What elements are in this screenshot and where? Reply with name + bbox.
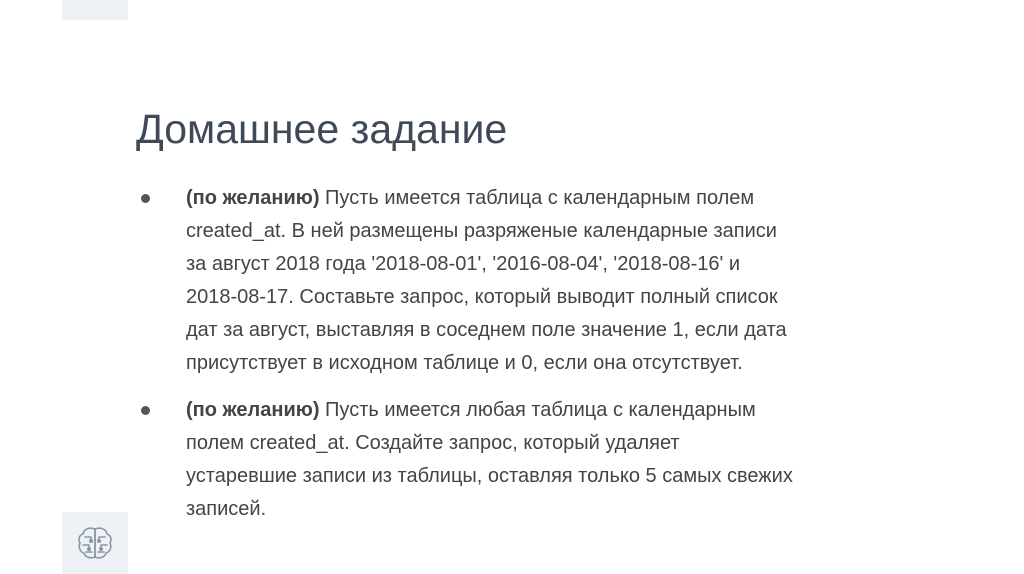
- slide-title: Домашнее задание: [136, 106, 508, 152]
- text-span: Пусть имеется таблица с календарным полем: [319, 187, 755, 209]
- text-line: полем created_at. Создайте запрос, который удаляет: [186, 432, 680, 454]
- bullet-lead: (по желанию): [186, 187, 320, 209]
- text-line: дат за август, выставляя в соседнем поле значение 1, если дата: [186, 319, 787, 341]
- bullet-item-2: [138, 394, 898, 526]
- bullet-dot: [141, 194, 150, 203]
- bullet-lead: (по желанию): [186, 399, 320, 421]
- text-line: устаревшие записи из таблицы, оставляя только 5 самых свежих: [186, 465, 793, 487]
- bullet-dot: [141, 406, 150, 415]
- brain-icon: [76, 525, 114, 561]
- text-line: за август 2018 года '2018-08-01', '2016-08-04', '2018-08-16' и: [186, 253, 741, 275]
- bullet-list: [138, 182, 898, 526]
- text-line: присутствует в исходном таблице и 0, если она отсутствует.: [186, 352, 743, 374]
- top-tab: [62, 0, 128, 20]
- bullet-item-1: [138, 182, 898, 380]
- logo-box: [62, 512, 128, 574]
- text-line: 2018-08-17. Составьте запрос, который выводит полный список: [186, 286, 778, 308]
- text-span: Пусть имеется любая таблица с календарным: [319, 399, 756, 421]
- text-line: created_at. В ней размещены разряженые календарные записи: [186, 220, 777, 242]
- text-line: записей.: [186, 498, 267, 520]
- text-line: [186, 394, 898, 427]
- text-line: [186, 182, 898, 215]
